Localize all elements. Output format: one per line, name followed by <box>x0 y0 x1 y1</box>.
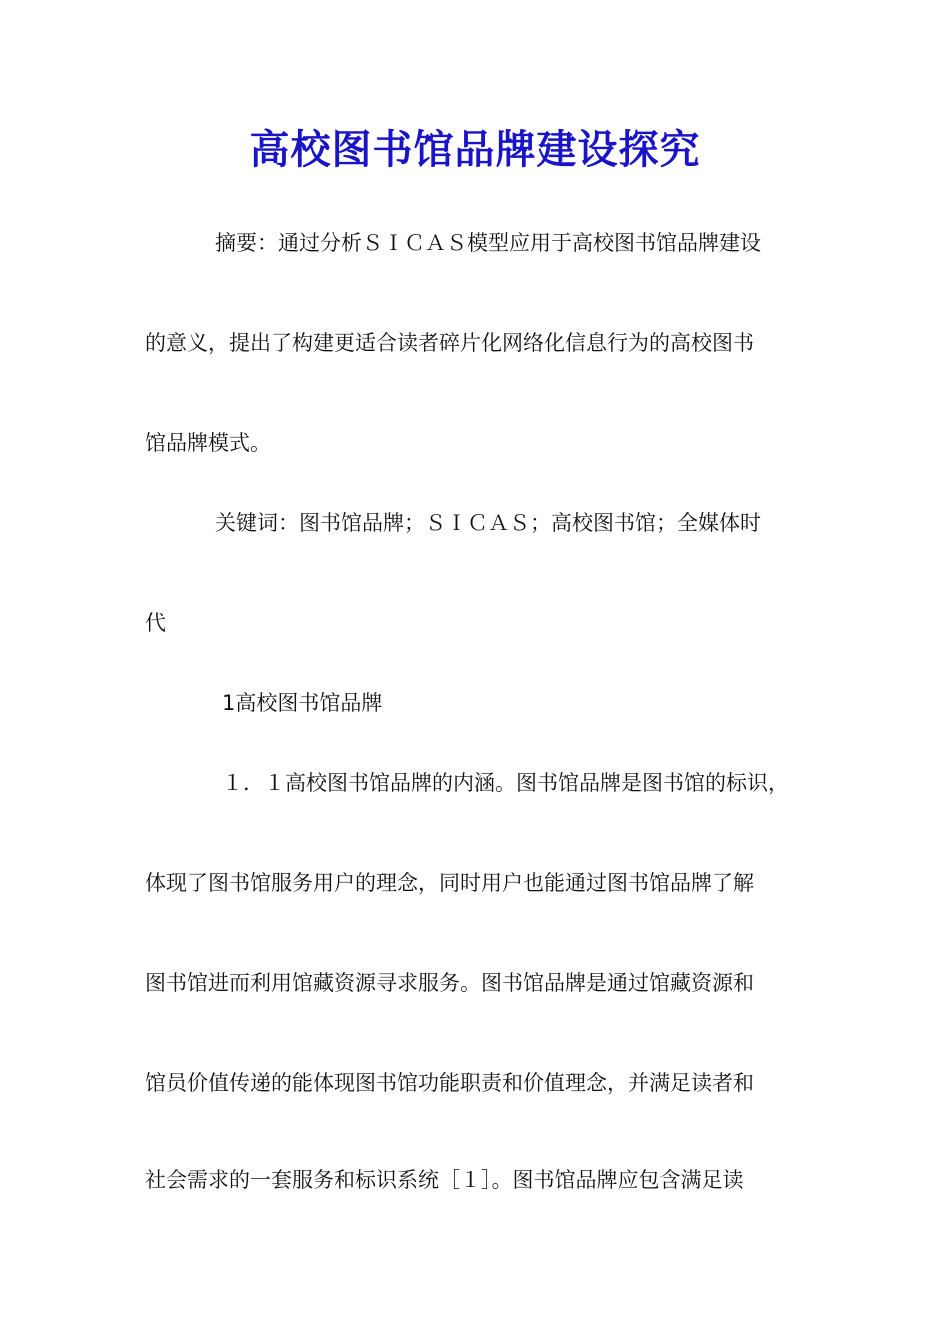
body-line-1: １．１高校图书馆品牌的内涵。图书馆品牌是图书馆的标识， <box>222 771 789 795</box>
keywords-line-2: 代 <box>145 611 166 635</box>
body-line-3: 图书馆进而利用馆藏资源寻求服务。图书馆品牌是通过馆藏资源和 <box>145 971 754 995</box>
section-heading: 1高校图书馆品牌 <box>222 691 383 715</box>
body-line-2: 体现了图书馆服务用户的理念，同时用户也能通过图书馆品牌了解 <box>145 871 754 895</box>
document-title: 高校图书馆品牌建设探究 <box>249 126 701 173</box>
body-line-4: 馆员价值传递的能体现图书馆功能职责和价值理念，并满足读者和 <box>145 1071 754 1095</box>
abstract-line-2: 的意义，提出了构建更适合读者碎片化网络化信息行为的高校图书 <box>145 331 754 355</box>
abstract-line-1: 摘要：通过分析ＳＩＣＡＳ模型应用于高校图书馆品牌建设 <box>215 231 761 255</box>
body-line-5: 社会需求的一套服务和标识系统［１］。图书馆品牌应包含满足读 <box>145 1168 744 1192</box>
keywords-line-1: 关键词：图书馆品牌；ＳＩＣＡＳ；高校图书馆；全媒体时 <box>215 511 761 535</box>
abstract-line-3: 馆品牌模式。 <box>145 431 271 455</box>
